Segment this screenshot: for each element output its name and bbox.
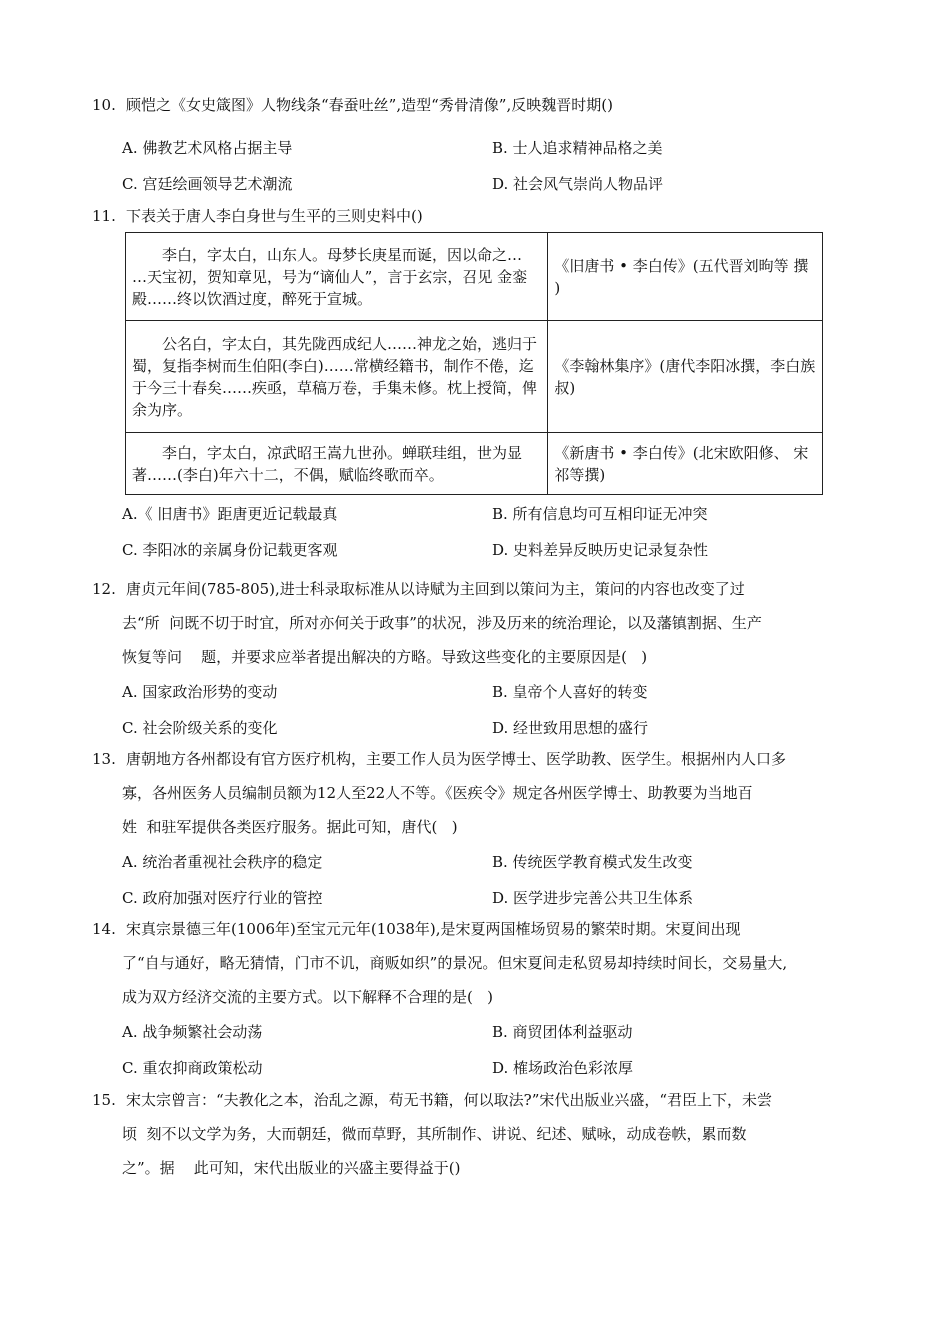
question-12-stem: 12. 唐贞元年间(785-805),进士科录取标准从以诗赋为主回到以策问为主，策问的内容也改变了过 去“所 问既不切于时宜，所对亦何关于政事”的状况，涉及历来的统治理论，以及藩镇割据、生产 恢复等问 题，并要求应举者提出解决的方略。导致这些变化的主要原因是( ) bbox=[92, 580, 762, 666]
option-b[interactable]: B. 士人追求精神品格之美 bbox=[492, 139, 663, 157]
option-b[interactable]: B. 商贸团体利益驱动 bbox=[492, 1023, 633, 1041]
question-12-options-row2 bbox=[92, 710, 862, 746]
question-13 bbox=[92, 742, 862, 916]
question-13-stem: 13. 唐朝地方各州都设有官方医疗机构，主要工作人员为医学博士、医学助教、医学生。根据州内人口多 寡，各州医务人员编制员额为12人至22人不等。《医疾令》规定各州医学博士、助教要为当地百 姓 和驻军提供各类医疗服务。据此可知，唐代( ) bbox=[92, 750, 787, 836]
question-14-options-row2 bbox=[92, 1050, 862, 1086]
option-a[interactable]: A. 战争频繁社会动荡 bbox=[122, 1023, 263, 1041]
question-15 bbox=[92, 1083, 862, 1185]
source-text: 李白，字太白，凉武昭王嵩九世孙。蝉联珪组，世为显 著……(李白)年六十二，不偶，赋临终歌而卒。 bbox=[126, 433, 548, 495]
question-11 bbox=[92, 199, 862, 233]
question-11-options-row2 bbox=[92, 532, 862, 568]
question-14-options-row1 bbox=[92, 1014, 862, 1050]
option-c[interactable]: C. 政府加强对医疗行业的管控 bbox=[122, 889, 323, 907]
option-b[interactable]: B. 皇帝个人喜好的转变 bbox=[492, 683, 648, 701]
table-row bbox=[126, 233, 823, 321]
question-10-stem: 10. 顾恺之《女史箴图》人物线条“春蚕吐丝”,造型“秀骨清像”,反映魏晋时期() bbox=[92, 96, 613, 114]
question-14 bbox=[92, 912, 862, 1086]
question-11-options-row1 bbox=[92, 496, 862, 532]
option-c[interactable]: C. 李阳冰的亲属身份记载更客观 bbox=[122, 541, 338, 559]
source-reference: 《新唐书 • 李白传》(北宋欧阳修、 宋祁等撰) bbox=[548, 433, 823, 495]
option-d[interactable]: D. 社会风气崇尚人物品评 bbox=[492, 175, 664, 193]
question-10 bbox=[92, 88, 862, 202]
question-13-options-row2 bbox=[92, 880, 862, 916]
source-text: 公名白，字太白，其先陇西成纪人……神龙之始，逃归于蜀，复指李树而生伯阳(李白)……常横经籍书，制作不倦，迄于今三十春矣……疾亟，草稿万卷，手集未修。枕上授简，俾余为序。 bbox=[126, 321, 548, 433]
question-10-options-row2 bbox=[92, 166, 862, 202]
option-c[interactable]: C. 宫廷绘画领导艺术潮流 bbox=[122, 175, 293, 193]
option-a[interactable]: A. 佛教艺术风格占据主导 bbox=[122, 139, 293, 157]
source-table bbox=[125, 232, 823, 495]
table-row bbox=[126, 433, 823, 495]
source-reference: 《李翰林集序》(唐代李阳冰撰，李白族叔) bbox=[548, 321, 823, 433]
question-14-stem: 14. 宋真宗景德三年(1006年)至宝元元年(1038年),是宋夏两国榷场贸易的繁荣时期。宋夏间出现 了“自与通好，略无猜情，门市不讥，商贩如织”的景况。但宋夏间走私贸易却持续时间长，交易量大, 成为双方经济交流的主要方式。以下解释不合理的是( ) bbox=[92, 920, 788, 1006]
option-b[interactable]: B. 所有信息均可互相印证无冲突 bbox=[492, 505, 708, 523]
source-reference: 《旧唐书 • 李白传》(五代晋刘昫等 撰 ) bbox=[548, 233, 823, 321]
question-12-options-row1 bbox=[92, 674, 862, 710]
question-10-options-row1 bbox=[92, 130, 862, 166]
option-d[interactable]: D. 医学进步完善公共卫生体系 bbox=[492, 889, 694, 907]
option-c[interactable]: C. 重农抑商政策松动 bbox=[122, 1059, 263, 1077]
option-b[interactable]: B. 传统医学教育模式发生改变 bbox=[492, 853, 693, 871]
option-d[interactable]: D. 经世致用思想的盛行 bbox=[492, 719, 649, 737]
question-12 bbox=[92, 572, 862, 746]
option-c[interactable]: C. 社会阶级关系的变化 bbox=[122, 719, 278, 737]
table-row bbox=[126, 321, 823, 433]
option-d[interactable]: D. 榷场政治色彩浓厚 bbox=[492, 1059, 634, 1077]
question-11-options bbox=[92, 496, 862, 568]
option-a[interactable]: A.《 旧唐书》距唐更近记载最真 bbox=[122, 505, 338, 523]
question-13-options-row1 bbox=[92, 844, 862, 880]
question-11-stem: 11. 下表关于唐人李白身世与生平的三则史料中() bbox=[92, 207, 423, 225]
option-a[interactable]: A. 国家政治形势的变动 bbox=[122, 683, 278, 701]
option-a[interactable]: A. 统治者重视社会秩序的稳定 bbox=[122, 853, 323, 871]
source-text: 李白，字太白，山东人。母梦长庚星而诞，因以命之… …天宝初，贺知章见，号为“谪仙人”，言于玄宗，召见 金銮殿……终以饮酒过度，醉死于宣城。 bbox=[126, 233, 548, 321]
question-15-stem: 15. 宋太宗曾言：“夫教化之本，治乱之源，苟无书籍，何以取法?”宋代出版业兴盛，“君臣上下，未尝 顷 刻不以文学为务，大而朝廷，微而草野，其所制作、讲说、纪述、赋咏，动成卷帙，累而数 之”。据 此可知，宋代出版业的兴盛主要得益于() bbox=[92, 1091, 773, 1177]
option-d[interactable]: D. 史料差异反映历史记录复杂性 bbox=[492, 541, 709, 559]
